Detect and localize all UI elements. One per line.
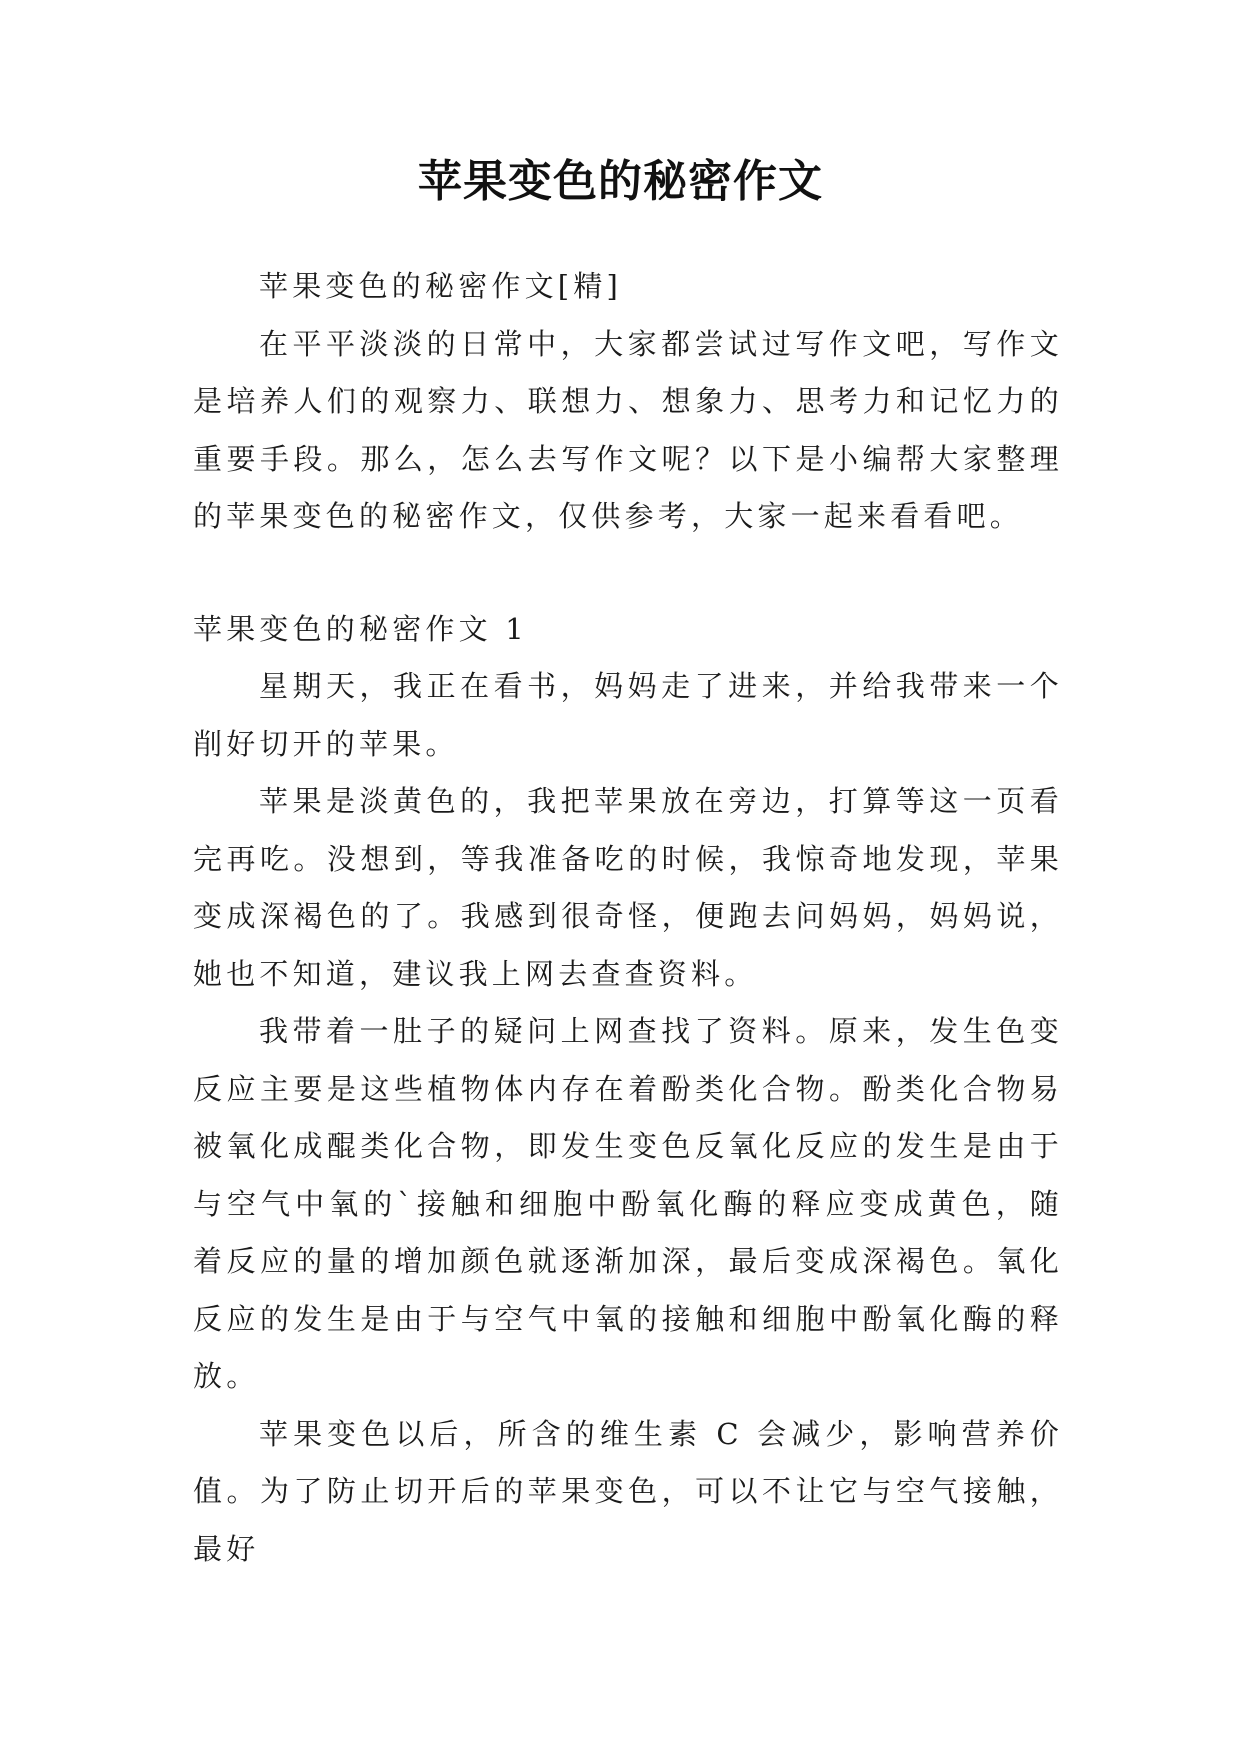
document-title: 苹果变色的秘密作文 [418,156,823,207]
intro-paragraph: 在平平淡淡的日常中，大家都尝试过写作文吧，写作文是培养人们的观察力、联想力、想象力、思考力和记忆力的重要手段。那么，怎么去写作文呢？以下是小编帮大家整理的苹果变色的秘密作文，仅供参考，大家一起来看看吧。 [193,326,1063,533]
document-body [193,258,1063,1578]
section-heading: 苹果变色的秘密作文 1 [193,611,528,646]
section-spacer [193,546,1063,601]
paragraph-3: 我带着一肚子的疑问上网查找了资料。原来，发生色变反应主要是这些植物体内存在着酚类化合物。酚类化合物易被氧化成醌类化合物，即发生变色反氧化反应的发生是由于与空气中氧的`接触和细胞中酚氧化酶的释应变成黄色，随着反应的量的增加颜色就逐渐加深，最后变成深褐色。氧化反应的发生是由于与空气中氧的接触和细胞中酚氧化酶的释放。 [193,1014,1063,1393]
paragraph-2: 苹果是淡黄色的，我把苹果放在旁边，打算等这一页看完再吃。没想到，等我准备吃的时候，我惊奇地发现，苹果变成深褐色的了。我感到很奇怪，便跑去问妈妈，妈妈说，她也不知道，建议我上网去查查资料。 [193,784,1063,991]
paragraph-4: 苹果变色以后，所含的维生素 C 会减少，影响营养价值。为了防止切开后的苹果变色，可以不让它与空气接触，最好 [193,1416,1063,1566]
paragraph-1: 星期天，我正在看书，妈妈走了进来，并给我带来一个削好切开的苹果。 [193,669,1063,761]
intro-heading: 苹果变色的秘密作文[精] [259,269,623,303]
